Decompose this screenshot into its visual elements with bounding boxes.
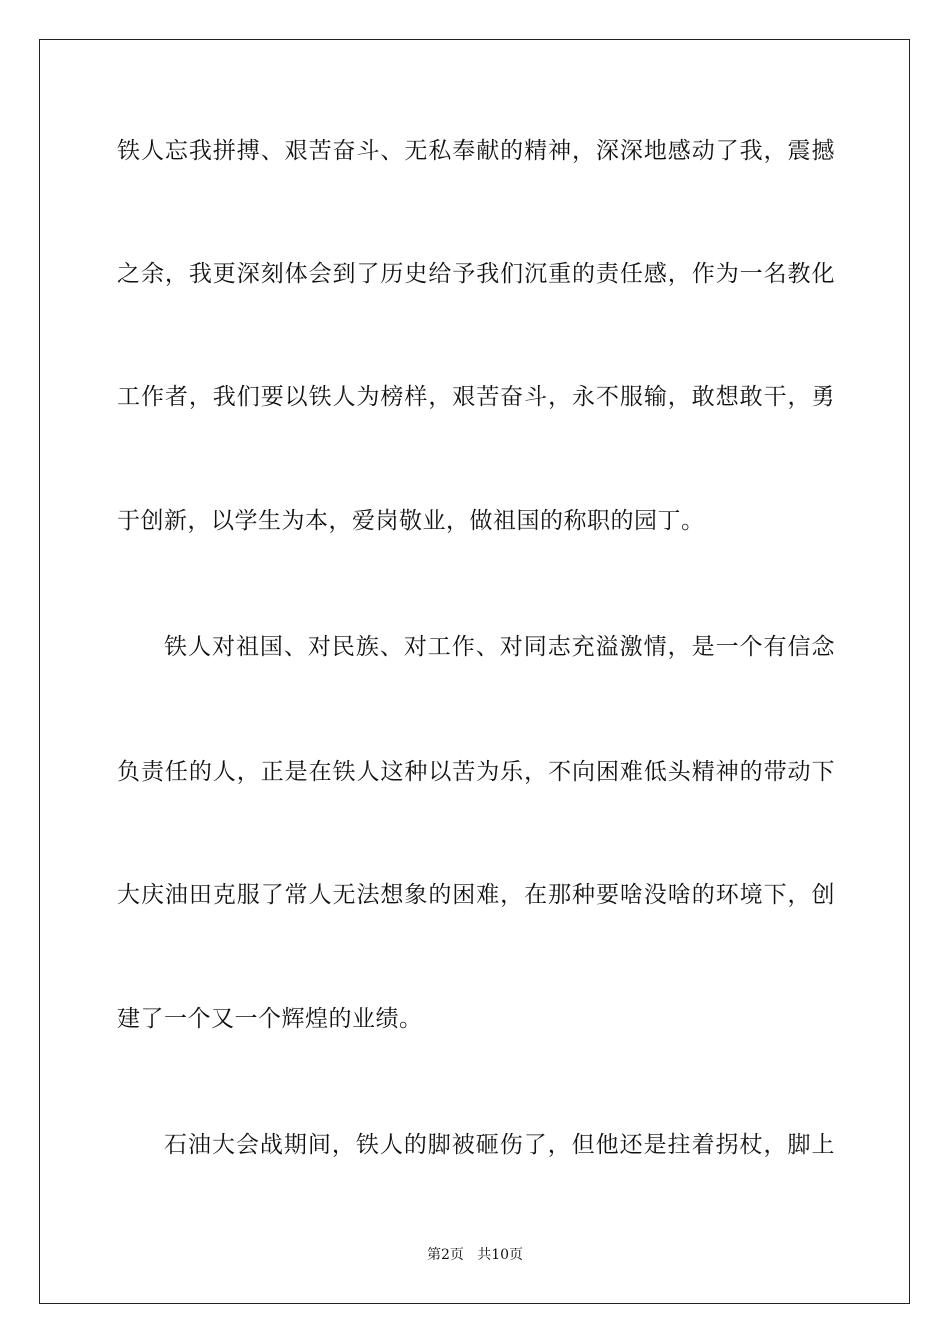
paragraph-line: 之余，我更深刻体会到了历史给予我们沉重的责任感，作为一名教化 — [117, 261, 835, 287]
paragraph-line: 铁人对祖国、对民族、对工作、对同志充溢激情，是一个有信念 — [164, 634, 835, 660]
paragraph-line: 石油大会战期间，铁人的脚被砸伤了，但他还是拄着拐杖，脚上 — [164, 1132, 835, 1158]
paragraph-line: 工作者，我们要以铁人为榜样，艰苦奋斗，永不服输，敢想敢干，勇 — [117, 384, 835, 410]
page-border — [39, 39, 910, 1304]
page-number-footer: 第2页 共10页 — [426, 1247, 524, 1263]
paragraph-line: 建了一个又一个辉煌的业绩。 — [117, 1006, 423, 1032]
paragraph-line: 大庆油田克服了常人无法想象的困难，在那种要啥没啥的环境下，创 — [117, 882, 835, 908]
paragraph-line: 负责任的人，正是在铁人这种以苦为乐，不向困难低头精神的带动下 — [117, 759, 835, 785]
paragraph-line: 于创新，以学生为本，爱岗敬业，做祖国的称职的园丁。 — [117, 508, 705, 534]
paragraph-line: 铁人忘我拼搏、艰苦奋斗、无私奉献的精神，深深地感动了我，震撼 — [117, 138, 835, 164]
